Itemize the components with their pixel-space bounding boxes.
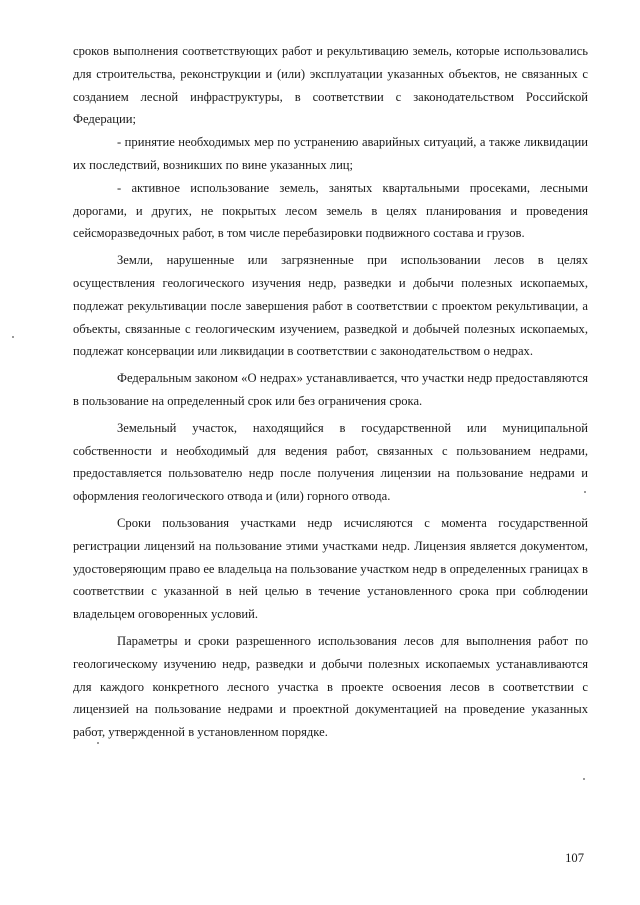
paragraph-3: - активное использование земель, занятых квартальными просеками, лесными дорогами, и других, не покрытых лесом земель в целях планирования и проведения сейсморазведочных работ, в том числе перебазировки подвижного состава и грузов. [73, 180, 588, 241]
scan-speck [583, 778, 585, 780]
scan-speck [584, 491, 586, 493]
paragraph-7: Сроки пользования участками недр исчисляются с момента государственной регистрации лицензий на пользование этими участками недр. Лицензия является документом, удостоверяющим право ее владельца на пользование участком недр в определенных границах в соответствии с указанной в ней целью в течение установленного срока при соблюдении владельцем оговоренных условий. [73, 515, 588, 622]
scan-speck [12, 336, 14, 338]
paragraph-2: - принятие необходимых мер по устранению аварийных ситуаций, а также ликвидации их последствий, возникших по вине указанных лиц; [73, 135, 588, 172]
paragraph-5: Федеральным законом «О недрах» устанавливается, что участки недр предоставляются в пользование на определенный срок или без ограничения срока. [73, 371, 588, 408]
paragraph-4: Земли, нарушенные или загрязненные при использовании лесов в целях осуществления геологического изучения недр, разведки и добычи полезных ископаемых, подлежат рекультивации после завершения работ в соответствии с проектом рекультивации, а объекты, связанные с геологическим изучением, разведкой и добычей полезных ископаемых, подлежат консервации или ликвидации в соответствии с законодательством о недрах. [73, 253, 588, 359]
paragraph-1: сроков выполнения соответствующих работ и рекультивацию земель, которые использовались для строительства, реконструкции и (или) эксплуатации указанных объектов, не связанных с созданием лесной инфраструктуры, в соответствии с законодательством Российской Федерации; [73, 44, 588, 127]
paragraph-6: Земельный участок, находящийся в государственной или муниципальной собственности и необходимый для ведения работ, связанных с пользованием недрами, предоставляется пользователю недр после получения лицензии на пользование недрами и оформления геологического отвода и (или) горного отвода. [73, 420, 588, 504]
scan-speck [97, 742, 99, 744]
paragraph-8: Параметры и сроки разрешенного использования лесов для выполнения работ по геологическому изучению недр, разведки и добычи полезных ископаемых устанавливаются для каждого конкретного лесного участка в проекте освоения лесов в соответствии с лицензией на пользование недрами и проектной документацией на проведение указанных работ, утвержденной в установленном порядке. [73, 633, 588, 740]
document-body [73, 40, 588, 744]
page-number: 107 [565, 851, 584, 865]
